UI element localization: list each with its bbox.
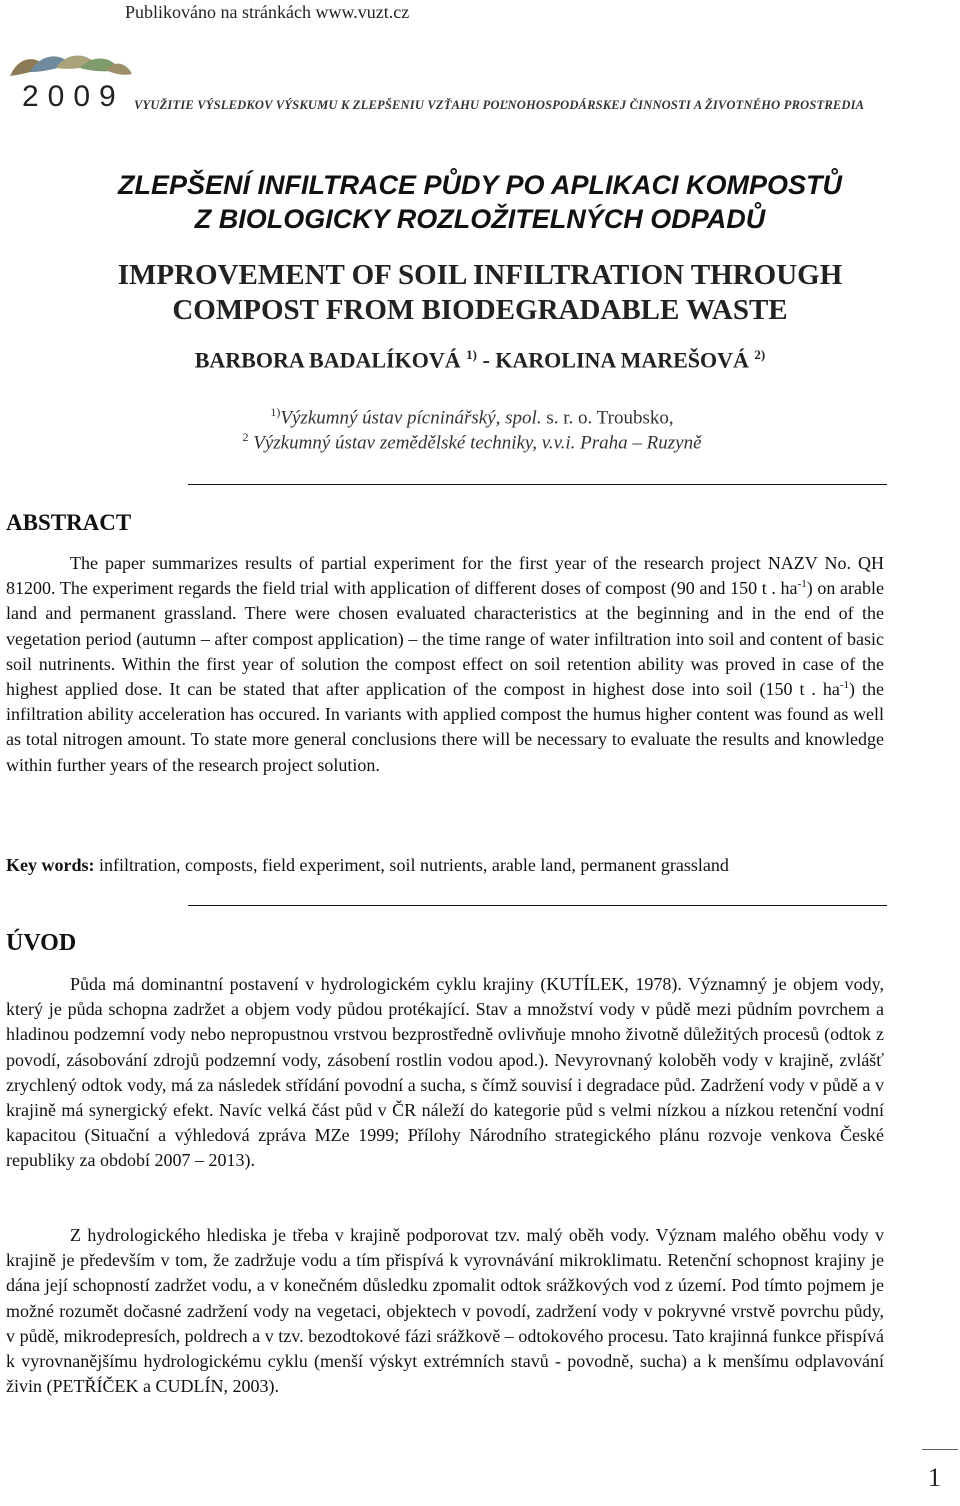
title-czech-line: ZLEPŠENÍ INFILTRACE PŮDY PO APLIKACI KOMPOSTŮ [117, 170, 843, 200]
author-separator: - [476, 347, 496, 373]
affiliation-1 [0, 405, 952, 429]
page-number: 1 [928, 1463, 941, 1492]
title-english-line: IMPROVEMENT OF SOIL INFILTRATION THROUGH [117, 259, 843, 291]
abstract-text-part: ) on arable land and permanent grassland. There were chosen evaluated characteristics at the beginning and in the end of the vegetation period (autumn – after compost application) – the time range of water infiltration into soil and content of basic soil nutrinents. Within the first year of solution the compost effect on soil retention ability was proved in case of the highest applied dose. It can be stated that after application of the compost in highest dose into soil (150 t . ha [6, 578, 884, 700]
introduction-paragraph-1: Půda má dominantní postavení v hydrologickém cyklu krajiny (KUTÍLEK, 1978). Významný je objem vody, který je půda schopna zadržet a objem vody půdou protékající. Stav a množství vody v půdě mezi půdním povrchem a hladinou podzemní vody nebo nepropustnou vrstvou bezprostředně ovlivňuje mnoho životně důležitých procesů (odtok z povodí, zásobování zdrojů podzemní vody, zásobení rostlin vodou apod.). Nevyrovnaný koloběh vody v krajině, zvlášť zrychlený odtok vody, má za následek střídání povodní a sucha, s čímž souvisí i degradace půd. Zadržení vody v půdě a v krajině má synergický efekt. Navíc velká část půd v ČR náleží do kategorie půd s velmi nízkou a nízkou retenční vodní kapacitou (Situační a výhledová zpráva MZe 1999; Přílohy Národního strategického plánu rozvoje venkova České republiky za období 2007 – 2013). [6, 974, 884, 1171]
affiliation-mark: 2 [242, 430, 249, 444]
abstract-text-part: ) the infiltration ability acceleration has occured. In variants with applied compost the humus higher content was found as well as total nitrogen amount. To state more general conclusions there will be necessary to evaluate the results and knowledge within further years of the research project solution. [6, 679, 884, 775]
title-czech-line: Z BIOLOGICKY ROZLOŽITELNÝCH ODPADŮ [194, 204, 766, 234]
affiliation-mark: 1) [270, 405, 281, 419]
divider-line [188, 484, 887, 485]
unit-exponent: -1 [797, 578, 807, 591]
conference-title: VYUŽITIE VÝSLEDKOV VÝSKUMU K ZLEPŠENIU VZŤAHU POĽNOHOSPODÁRSKEJ ČINNOSTI A ŽIVOTNÉHO PROSTREDIA [134, 98, 865, 112]
authors [0, 347, 960, 373]
keywords [6, 853, 884, 878]
page-number-rule [922, 1449, 958, 1450]
title-czech [0, 168, 960, 236]
author-name: BARBORA BADALÍKOVÁ [194, 347, 461, 373]
unit-exponent: -1 [839, 679, 850, 692]
abstract-text [6, 551, 884, 778]
keywords-label: Key words: [6, 855, 95, 875]
introduction-heading: ÚVOD [6, 930, 77, 956]
conference-year: 2009 [22, 80, 125, 113]
divider-line [188, 905, 887, 906]
author-affiliation-mark: 2) [754, 347, 766, 362]
abstract-heading: ABSTRACT [6, 510, 132, 535]
published-note: Publikováno na stránkách www.vuzt.cz [125, 2, 410, 22]
author-name: KAROLINA MAREŠOVÁ [495, 347, 749, 373]
abstract-text-part: The paper summarizes results of partial experiment for the first year of the research project NAZV No. QH 81200. The experiment regards the field trial with application of different doses of compost (90 and 150 t . ha [6, 553, 884, 599]
title-english [0, 258, 960, 328]
affiliation-institute: Výzkumný ústav pícninářský, spol. [280, 407, 542, 429]
affiliation-2 [0, 430, 952, 454]
affiliation-location: s. r. o. Troubsko, [541, 407, 674, 429]
keywords-text: infiltration, composts, field experiment, soil nutrients, arable land, permanent grassland [94, 855, 729, 875]
introduction-paragraph-2: Z hydrologického hlediska je třeba v krajině podporovat tzv. malý oběh vody. Význam malého oběhu vody v krajině je především v tom, že zadržuje vodu a tím přispívá k vyrovnávání mikroklimatu. Retenční schopnost krajiny je dána její schopností zadržet vodu, a v konečném důsledku zpomalit odtok srážkových vod z území. Pod tímto pojmem je možné rozumět dočasné zadržení vody na vegetaci, objektech v povodí, zadržení vody v pokryvné vrstvě povrchu půdy, v půdě, mikrodepresích, poldrech a v tzv. bezodtokové fázi srážkově – odtokového procesu. Tato krajinná funkce přispívá k vyrovnanějšímu hydrologickému cyklu (menší výskyt extrémních stavů - povodně, sucha) a k menšímu odplavování živin (PETŘÍČEK a CUDLÍN, 2003). [6, 1225, 884, 1397]
affiliation-institute: Výzkumný ústav zemědělské techniky, v.v.i. Praha – Ruzyně [248, 432, 702, 454]
author-affiliation-mark: 1) [466, 347, 477, 362]
title-english-line: COMPOST FROM BIODEGRADABLE WASTE [172, 294, 788, 326]
